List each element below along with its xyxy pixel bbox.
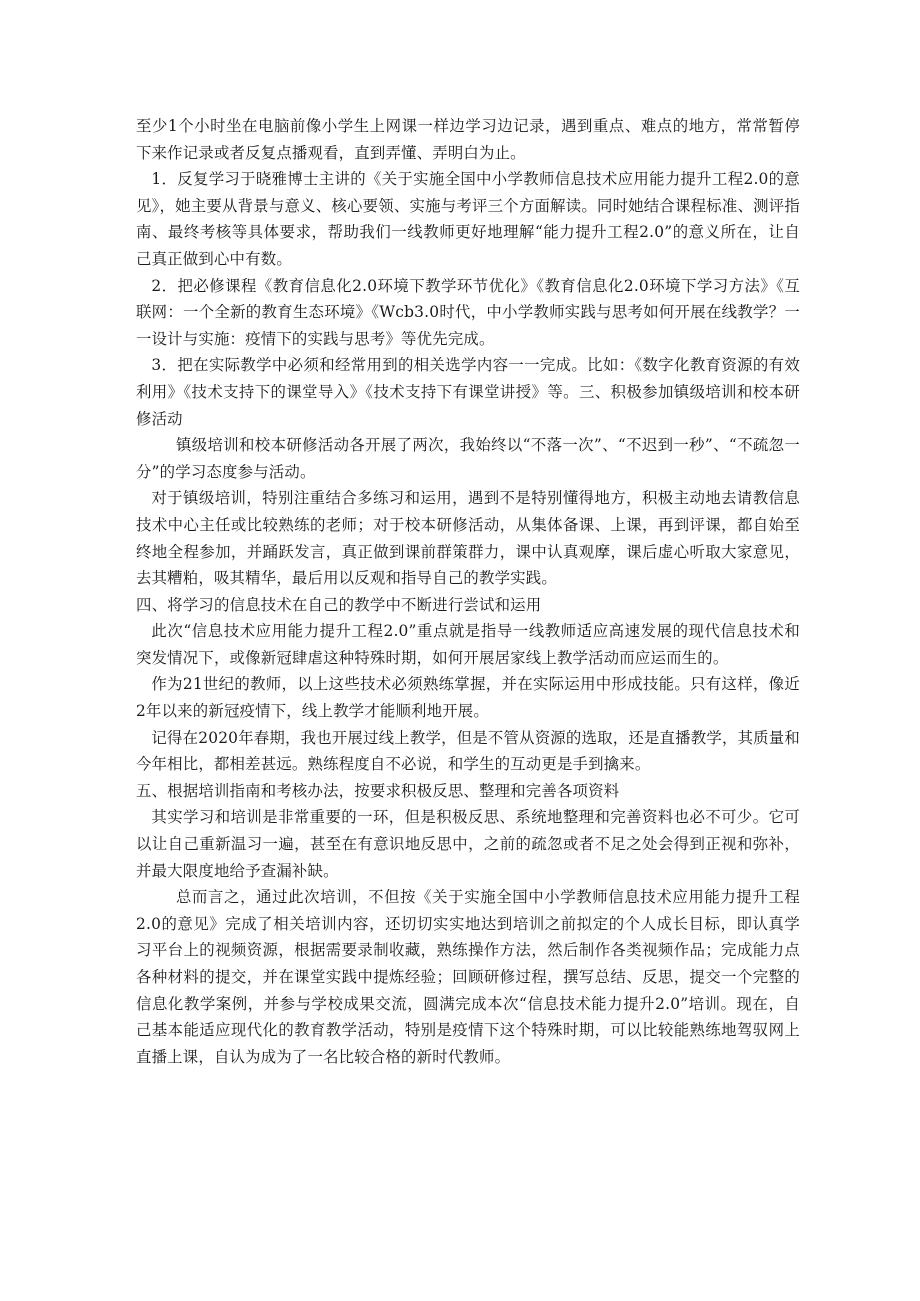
section-heading-4: 四、将学习的信息技术在自己的教学中不断进行尝试和运用 [136, 595, 542, 614]
paragraph-item-2: 2．把必修课程《教育信息化2.0环境下教学环节优化》《教育信息化2.0环境下学习方法》《互联网：一个全新的教育生态环境》《Wcb3.0时代，中小学教师实践与思考如何开展在线教学？一一设计与实施：疫情下的实践与思考》等优先完成。 [136, 276, 800, 348]
document-body [136, 113, 800, 1070]
paragraph-continuation: 至少1个小时坐在电脑前像小学生上网课一样边学习边记录，遇到重点、难点的地方，常常暂停下来作记录或者反复点播观看，直到弄懂、弄明白为止。 [136, 117, 800, 162]
paragraph-town-training: 镇级培训和校本研修活动各开展了两次，我始终以“不落一次”、“不迟到一秒”、“不疏忽一分”的学习态度参与活动。 [136, 436, 800, 481]
paragraph-reflection: 其实学习和培训是非常重要的一环，但是积极反思、系统地整理和完善资料也必不可少。它可以让自己重新温习一遍，甚至在有意识地反思中，之前的疏忽或者不足之处会得到正视和弥补，并最大限度地给予查漏补缺。 [136, 808, 800, 880]
paragraph-21st-century: 作为21世纪的教师，以上这些技术必须熟练掌握，并在实际运用中形成技能。只有这样，像近2年以来的新冠疫情下，线上教学才能顺利地开展。 [136, 675, 800, 721]
paragraph-item-1: 1．反复学习于晓雅博士主讲的《关于实施全国中小学教师信息技术应用能力提升工程2.0的意见》，她主要从背景与意义、核心要领、实施与考评三个方面解读。同时她结合课程标准、测评指南、最终考核等具体要求，帮助我们一线教师更好地理解“能力提升工程2.0”的意义所在，让自己真正做到心中有数。 [136, 170, 800, 268]
paragraph-training-detail: 对于镇级培训，特别注重结合多练习和运用，遇到不是特别懂得地方，积极主动地去请教信息技术中心主任或比较熟练的老师；对于校本研修活动，从集体备课、上课，再到评课，都自始至终地全程参加，并踊跃发言，真正做到课前群策群力，课中认真观摩，课后虚心听取大家意见，去其糟粕，吸其精华，最后用以反观和指导自己的教学实践。 [136, 489, 800, 588]
paragraph-item-3: 3．把在实际教学中必须和经常用到的相关选学内容一一完成。比如：《数字化教育资源的有效利用》《技术支持下的课堂导入》《技术支持下有课堂讲授》等。三、积极参加镇级培训和校本研修活动 [136, 356, 800, 428]
paragraph-project-purpose: 此次“信息技术应用能力提升工程2.0”重点就是指导一线教师适应高速发展的现代信息技术和突发情况下，或像新冠肆虐这种特殊时期，如何开展居家线上教学活动而应运而生的。 [136, 622, 800, 667]
paragraph-conclusion: 总而言之，通过此次培训，不但按《关于实施全国中小学教师信息技术应用能力提升工程2.0的意见》完成了相关培训内容，还切切实实地达到培训之前拟定的个人成长目标，即认真学习平台上的视频资源，根据需要录制收藏，熟练操作方法，然后制作各类视频作品；完成能力点各种材料的提交，并在课堂实践中提炼经验；回顾研修过程，撰写总结、反思，提交一个完整的信息化教学案例，并参与学校成果交流，圆满完成本次“信息技术能力提升2.0”培训。现在，自己基本能适应现代化的教育教学活动，特别是疫情下这个特殊时期，可以比较能熟练地驾驭网上直播上课，自认为成为了一名比较合格的新时代教师。 [136, 888, 800, 1066]
paragraph-2020-spring: 记得在2020年春期，我也开展过线上教学，但是不管从资源的选取，还是直播教学，其质量和今年相比，都相差甚远。熟练程度自不必说，和学生的互动更是手到擒来。 [136, 728, 800, 774]
section-heading-5: 五、根据培训指南和考核办法，按要求积极反思、整理和完善各项资料 [136, 781, 620, 800]
